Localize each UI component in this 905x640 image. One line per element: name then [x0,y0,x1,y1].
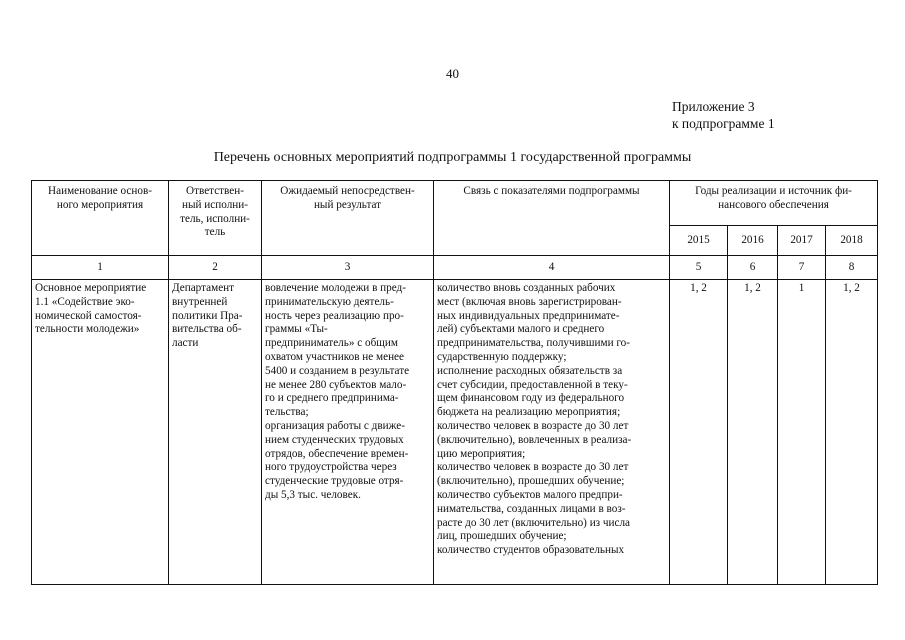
column-number: 7 [778,256,826,280]
column-number: 4 [434,256,670,280]
column-number: 3 [262,256,434,280]
header-year-2015: 2015 [670,226,728,256]
document-title: Перечень основных мероприятий подпрограммы 1 государственной программы [213,150,692,165]
column-number: 8 [826,256,878,280]
appendix-reference [672,98,775,132]
appendix-line-1: Приложение 3 [672,99,755,114]
year-2017-cell: 1 [778,280,826,585]
header-executor: Ответствен- ный исполни- тель, исполни- тель [169,181,262,256]
executor-cell: Департамент внутренней политики Пра- вительства об- ласти [169,280,262,585]
year-2015-cell: 1, 2 [670,280,728,585]
header-year-2017: 2017 [778,226,826,256]
indicators-cell: количество вновь созданных рабочих мест (включая вновь зарегистрирован- ных индивидуальных предпринимате- лей) субъектами малого и среднего предпринимательства, получившими го- сударственную поддержку; исполнение расходных обязательств за счет субсидии, предоставленной в теку- щем финансовом году из федерального бюджета на реализацию мероприятия; количество человек в возрасте до 30 лет (включительно), вовлеченных в реализа- цию мероприятия; количество человек в возрасте до 30 лет (включительно), прошедших обучение; количество субъектов малого предпри- нимательства, созданных лицами в воз- расте до 30 лет (включительно) из числа лиц, прошедших обучение; количество студентов образовательных [434,280,670,585]
table-row [32,280,878,585]
header-year-2018: 2018 [826,226,878,256]
appendix-line-2: к подпрограмме 1 [672,116,775,131]
column-number: 1 [32,256,169,280]
column-number: 2 [169,256,262,280]
column-number: 5 [670,256,728,280]
year-2018-cell: 1, 2 [826,280,878,585]
column-numbers-row [32,256,878,280]
header-year-2016: 2016 [728,226,778,256]
column-number: 6 [728,256,778,280]
year-2016-cell: 1, 2 [728,280,778,585]
measures-table [31,180,878,585]
header-measure-name: Наименование основ- ного мероприятия [32,181,169,256]
header-indicators: Связь с показателями подпрограммы [434,181,670,256]
measure-name-cell: Основное мероприятие 1.1 «Содействие эко- номической самостоя- тельности молодежи» [32,280,169,585]
header-years-group: Годы реализации и источник фи- нансового обеспечения [670,181,878,226]
page-number: 40 [446,66,459,81]
header-expected-result: Ожидаемый непосредствен- ный результат [262,181,434,256]
expected-result-cell: вовлечение молодежи в пред- принимательскую деятель- ность через реализацию про- граммы «Ты- предприниматель» с общим охватом участников не менее 5400 и созданием в результате не менее 280 субъектов мало- го и среднего предпринима- тельства; организация работы с движе- нием студенческих трудовых отрядов, обеспечение времен- ного трудоустройства через студенческие трудовые отря- ды 5,3 тыс. человек. [262,280,434,585]
